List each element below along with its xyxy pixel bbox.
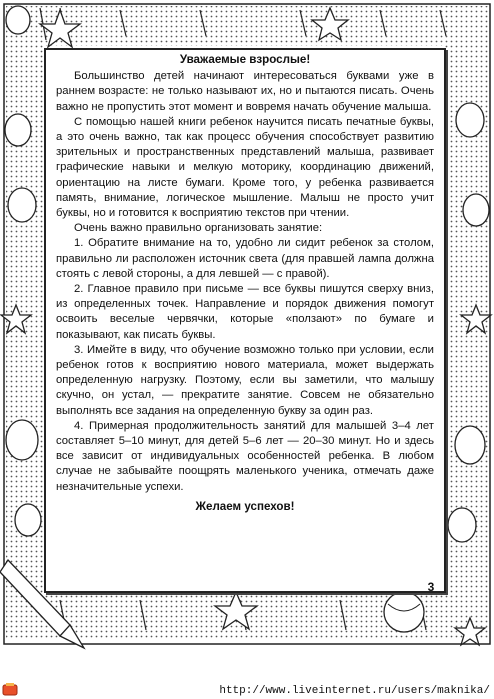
closing-line: Желаем успехов! bbox=[195, 499, 295, 513]
paragraph: Очень важно правильно организовать занятие: bbox=[74, 222, 323, 235]
paragraph: 4. Примерная продолжительность занятий для малышей 3–4 лет составляет 5–10 минут, для детей 5–6 лет — 20–30 минут. Но и здесь все зависит от индивидуальных особенностей ребенка. В любом случае не забывайте поощрять маленького ученика, отмечать даже незначительные успехи. bbox=[56, 419, 434, 493]
page-number: 3 bbox=[427, 580, 435, 594]
paragraph: Большинство детей начинают интересоваться буквами уже в раннем возрасте: не только называют их, но и пытаются писать. Очень важно не пропустить этот момент и вовремя начать обучение малыша. bbox=[56, 70, 434, 113]
paragraph: 1. Обратите внимание на то, удобно ли сидит ребенок за столом, правильно ли расположен источник света (для правшей лампа должна стоять с левой стороны, а для левшей — с правой). bbox=[56, 237, 434, 280]
paragraph: 3. Имейте в виду, что обучение возможно только при условии, если ребенок готов к восприятию нового материала, может выдержать определенную нагрузку. Поэтому, если вы заметили, что малышу скучно, он устал, — прекратите занятие. Совсем не обязательно выполнять все задания на определенную букву за один раз. bbox=[56, 343, 434, 417]
logo-icon bbox=[2, 682, 20, 696]
paragraph: 2. Главное правило при письме — все буквы пишутся сверху вниз, из определенных точек. Направление и порядок движения помогут освоить веселые червячки, которые «ползают» по бумаге и показывают, как писать буквы. bbox=[56, 283, 434, 341]
source-url[interactable]: http://www.liveinternet.ru/users/maknika/ bbox=[219, 685, 490, 697]
paragraph: С помощью нашей книги ребенок научится писать печатные буквы, а это очень важно, так как процесс обучения способствует развитию зрительных и пространственных представлений малыша, развивает графические навыки и мелкую моторику, координацию движений, ориентацию на листе бумаги. Кроме того, у ребенка развивается память, внимание, логическое мышление. Малыш не просто учит буквы, но и готовится к восприятию текстов при чтении. bbox=[56, 115, 434, 220]
document-body bbox=[56, 52, 434, 526]
document-heading: Уважаемые взрослые! bbox=[179, 53, 311, 66]
